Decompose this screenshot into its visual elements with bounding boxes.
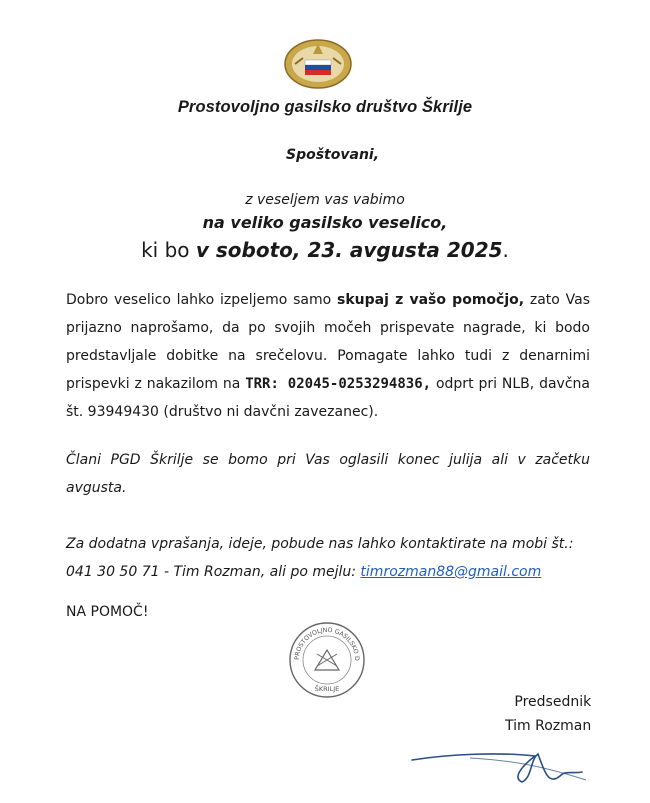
paragraph1-text-c: odprt pri NLB, davčna št. 93949430 (društvo ni davčni zavezanec).: [66, 376, 590, 420]
paragraph-contact: [66, 530, 590, 586]
firefighter-emblem-logo: [283, 38, 353, 90]
closing-salute: NA POMOČ!: [66, 604, 149, 620]
invitation-prefix: ki bo: [141, 238, 196, 262]
paragraph-support: [66, 286, 590, 426]
email-link[interactable]: timrozman88@gmail.com: [360, 564, 542, 580]
paragraph-visit: Člani PGD Škrilje se bomo pri Vas oglasili konec julija ali v začetku avgusta.: [66, 452, 590, 496]
paragraph1-bold: skupaj z vašo pomočjo,: [336, 292, 525, 308]
paragraph1-text-a: Dobro veselico lahko izpeljemo samo: [66, 292, 337, 308]
signatory-name: Tim Rozman: [505, 718, 592, 734]
signatory-role: Predsednik: [514, 694, 592, 710]
svg-text:ŠKRILJE: ŠKRILJE: [314, 685, 340, 693]
greeting: Spoštovani,: [286, 147, 380, 163]
svg-text:PROSTOVOLJNO GASILSKO DRUŠTVO: PROSTOVOLJNO GASILSKO D: [293, 626, 361, 662]
invitation-suffix: .: [502, 238, 509, 262]
handwritten-signature: [410, 740, 590, 790]
paragraph1-text-b: zato Vas prijazno naprošamo, da po svojih močeh prispevate nagrade, ki bodo predstavljale dobitke na srečelovu. Pomagate lahko tudi z denarnimi prispevki z nakazilom na: [66, 292, 590, 392]
invitation-line-1: z veseljem vas vabimo: [245, 192, 405, 208]
invitation-line-3: [0, 238, 650, 262]
bank-account-trr: TRR: 02045-0253294836,: [245, 376, 432, 392]
organization-title: Prostovoljno gasilsko društvo Škrilje: [177, 98, 473, 116]
signatory-block: [505, 690, 591, 738]
event-date: v soboto, 23. avgusta 2025: [195, 238, 503, 262]
organization-stamp: [287, 620, 367, 700]
contact-text: Za dodatna vprašanja, ideje, pobude nas lahko kontaktirate na mobi št.: 041 30 50 71 - Tim Rozman, ali po mejlu:: [66, 536, 574, 580]
invitation-line-2: na veliko gasilsko veselico,: [202, 213, 448, 232]
